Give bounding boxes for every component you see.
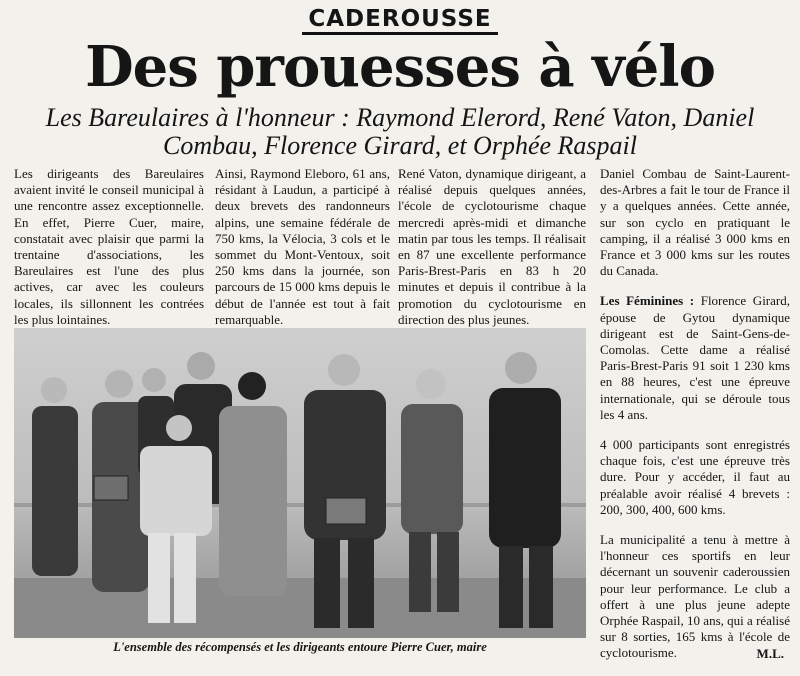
headline: Des prouesses à vélo [85, 34, 715, 100]
column-2-text: Ainsi, Raymond Eleboro, 61 ans, résidant à Laudun, a participé à deux brevets des randonneurs alpins, une semaine fédérale de 750 kms, la Vélocia, 3 cols et le sommet du Mont-Ventoux, soit 250 kms dans la journée, son parcours de 15 000 kms depuis le début de l'année est tout à fait remarquable. [215, 166, 390, 327]
section-kicker [0, 6, 800, 32]
column-4-paragraph-3: 4 000 participants sont enregistrés chaque fois, c'est une épreuve très dure. Pour y accéder, il faut au préalable avoir réalisé 4 brevets : 200, 300, 400, 600 kms. [600, 437, 790, 517]
subheadline: Les Bareulaires à l'honneur : Raymond Elerord, René Vaton, Daniel Combau, Florence Girard, et Orphée Raspail [45, 103, 755, 160]
column-3-text: René Vaton, dynamique dirigeant, a réalisé depuis quelques années, l'école de cyclotourisme chaque mercredi après-midi et dimanche matin par tous les temps. Il réalisait en 87 une excellente performance Paris-Brest-Paris en 83 h 20 minutes et depuis il contribue à la promotion du cyclotourisme en direction des plus jeunes. [398, 166, 586, 327]
byline: M.L. [756, 646, 784, 661]
column-4-paragraph-2 [600, 293, 790, 423]
article-column-2 [215, 166, 390, 334]
article-column-1 [14, 166, 204, 334]
photo-caption: L'ensemble des récompensés et les dirigeants entoure Pierre Cuer, maire [113, 640, 487, 654]
feminines-text: Florence Girard, épouse de Gytou dynamique dirigeant est de Saint-Gens-de-Comolas. Cette dame a réalisé Paris-Brest-Paris 91 soit 1 230 kms en 88 heures, c'est une épreuve internationale, qui se déroule tous les 4 ans. [600, 293, 790, 422]
article-column-4 [600, 166, 790, 676]
group-photo-illustration [14, 328, 586, 638]
column-4-paragraph-1: Daniel Combau de Saint-Laurent-des-Arbres a fait le tour de France il y a quelques années. Cette année, sur son cyclo en pratiquant le camping, il a réalisé 3 000 kms en France et 3 000 kms sur les routes du Canada. [600, 166, 790, 279]
column-1-text: Les dirigeants des Bareulaires avaient invité le conseil municipal à une rencontre assez exceptionnelle. En effet, Pierre Cuer, maire, constatait avec plaisir que parmi la trentaine d'associations, les Bareulaires est l'une des plus actives, car avec les couleurs locales, ils sillonnent les contrées les plus lointaines. [14, 166, 204, 327]
section-name: CADEROUSSE [302, 6, 497, 35]
feminines-lead: Les Féminines : [600, 293, 695, 309]
group-photo [14, 328, 586, 638]
column-4-paragraph-4: La municipalité a tenu à mettre à l'honneur ces sportifs en leur décernant un souvenir caderoussien pour leur performance. Le club a offert à une plus jeune adepte Orphée Raspail, 10 ans, qui a réalisé sur 8 sorties, 165 kms à l'école de cyclotourisme. [600, 532, 790, 661]
article-column-3 [398, 166, 586, 334]
